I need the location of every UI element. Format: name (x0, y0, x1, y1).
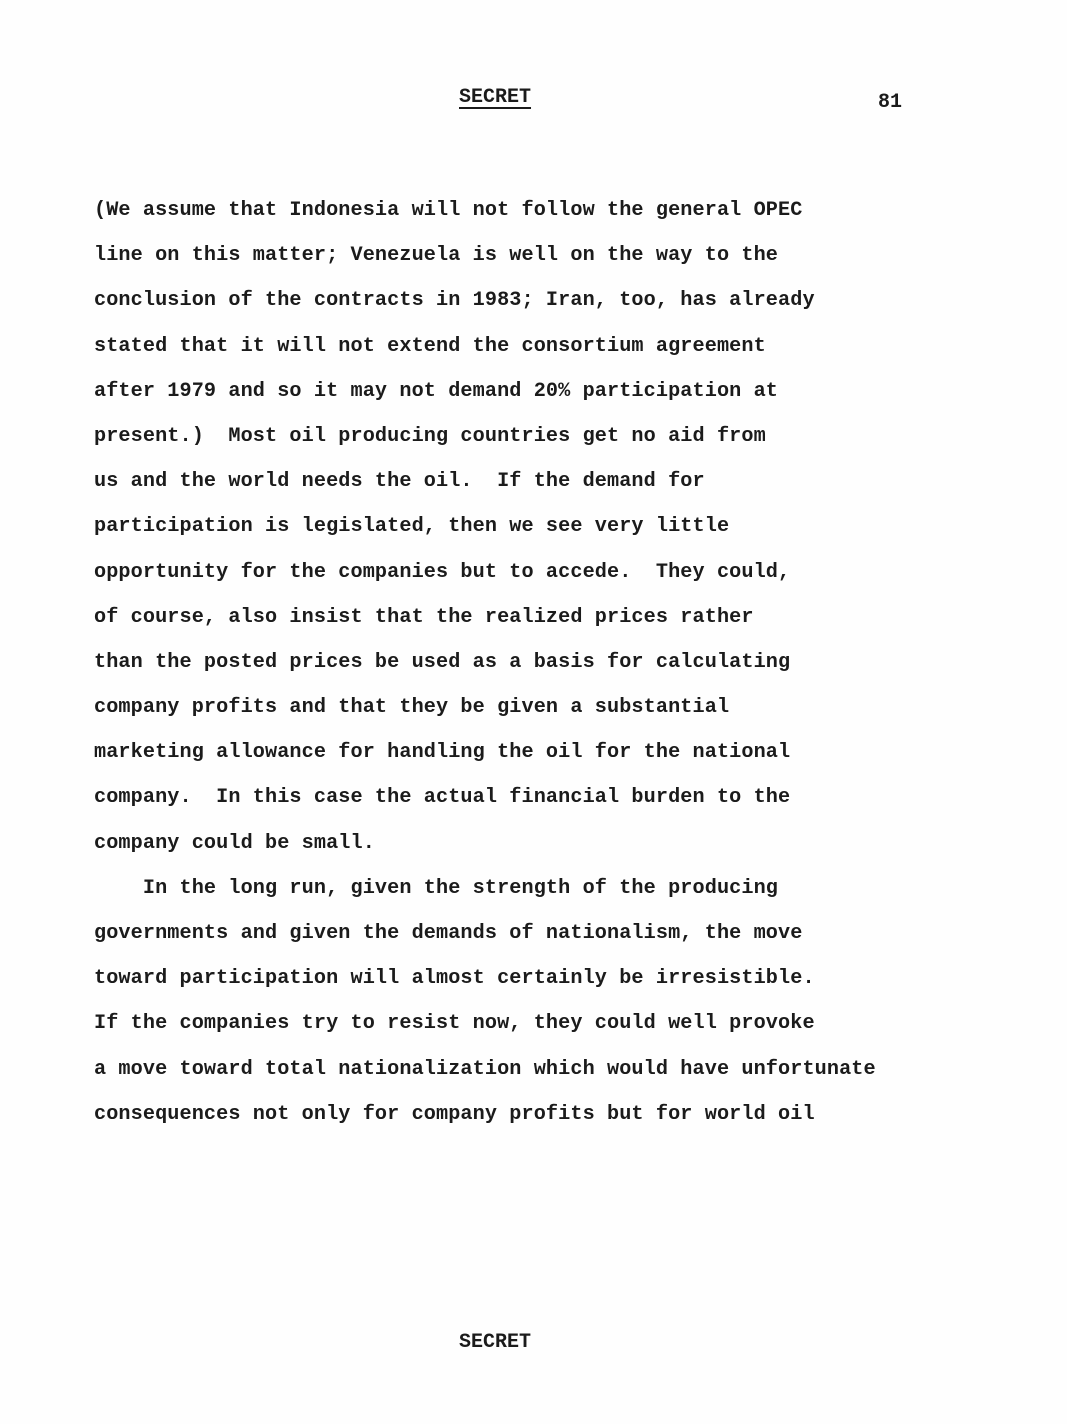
text-line: participation is legislated, then we see very little (94, 515, 730, 539)
text-line: conclusion of the contracts in 1983; Iran, too, has already (94, 289, 815, 313)
text-line: (We assume that Indonesia will not follow the general OPEC (94, 199, 803, 222)
text-line: opportunity for the companies but to accede. They could, (94, 560, 791, 584)
classification-header: SECRET (459, 86, 532, 109)
body-text (94, 196, 954, 1145)
text-line: a move toward total nationalization which would have unfortunate (94, 1057, 876, 1081)
classification-footer: SECRET (459, 1331, 532, 1354)
text-line: stated that it will not extend the consortium agreement (94, 334, 766, 358)
text-line: us and the world needs the oil. If the demand for (94, 470, 705, 494)
text-line: toward participation will almost certainly be irresistible. (94, 967, 815, 991)
text-line: In the long run, given the strength of the producing (94, 876, 779, 900)
text-line: consequences not only for company profits but for world oil (94, 1102, 815, 1126)
text-line: company profits and that they be given a substantial (94, 696, 730, 720)
text-line: of course, also insist that the realized prices rather (94, 605, 754, 629)
text-line: governments and given the demands of nationalism, the move (94, 922, 803, 945)
text-line: line on this matter; Venezuela is well on the way to the (94, 244, 779, 268)
text-line: after 1979 and so it may not demand 20% participation at (94, 379, 779, 403)
text-line: company could be small. (94, 831, 375, 855)
text-line: present.) Most oil producing countries get no aid from (94, 424, 766, 448)
text-line: If the companies try to resist now, they could well provoke (94, 1012, 815, 1036)
text-line: marketing allowance for handling the oil for the national (94, 741, 791, 765)
page-number: 81 (878, 91, 903, 114)
text-line: company. In this case the actual financial burden to the (94, 786, 791, 810)
text-line: than the posted prices be used as a basis for calculating (94, 650, 791, 674)
